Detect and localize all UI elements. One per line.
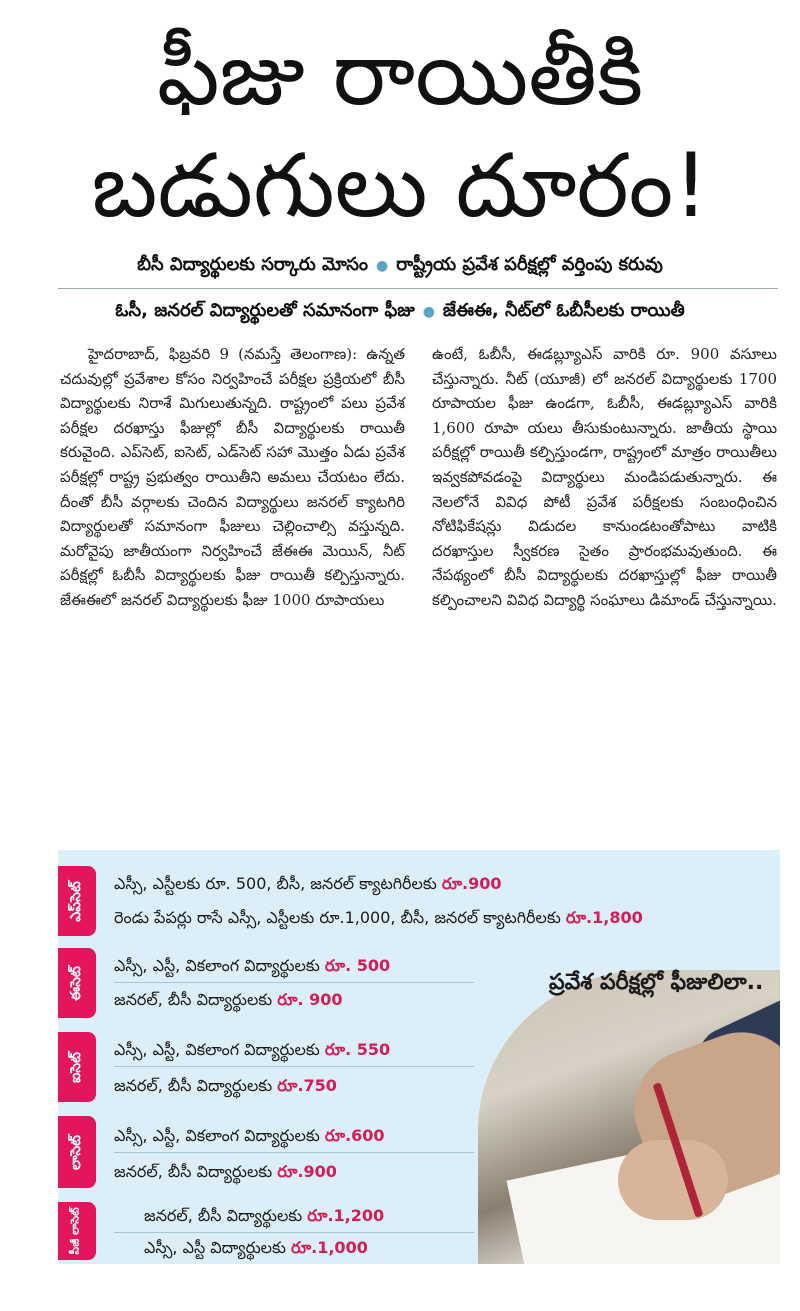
exam-tab: ఎప్‌సెట్ — [58, 866, 96, 936]
subhead-row-2 — [0, 300, 800, 325]
headline-line-2: బడుగులు దూరం! — [91, 134, 709, 237]
bullet-dot-icon: ● — [422, 304, 435, 320]
divider — [58, 288, 778, 289]
fee-callout: ప్రవేశ పరీక్షల్లో ఫీజులిలా.. — [549, 970, 764, 995]
fee-line: జనరల్, బీసీ విద్యార్థులకు రూ.1,200 — [144, 1206, 385, 1225]
exam-tab: ఈసెట్ — [58, 948, 96, 1018]
fee-line: ఎస్సీ, ఎస్టీ, వికలాంగ విద్యార్థులకు రూ. 500 — [114, 956, 391, 975]
fee-line: ఎస్సీ, ఎస్టీ విద్యార్థులకు రూ.1,000 — [144, 1238, 368, 1257]
fee-line: జనరల్, బీసీ విద్యార్థులకు రూ.900 — [114, 1162, 337, 1181]
fee-line: జనరల్, బీసీ విద్యార్థులకు రూ. 900 — [114, 990, 343, 1009]
headline-line-1: ఫీజు రాయితీకి — [156, 22, 644, 125]
article-left-column: హైదరాబాద్, ఫిబ్రవరి 9 (నమస్తే తెలంగాణ): ఉన్నత చదువుల్లో ప్రవేశాల కోసం నిర్వహించే పరీక్షల ప్రక్రియలో బీసీ విద్యార్థులకు నిరాశే మిగులుతున్నది. రాష్ట్రంలో పలు ప్రవేశ పరీక్షల దరఖాస్తు ఫీజుల్లో బీసీ విద్యార్థులకు రాయితీ కరువైంది. ఎప్‌సెట్, ఐసెట్, ఎడ్‌సెట్ సహా మొత్తం ఏడు ప్రవేశ పరీక్షల్లో రాష్ట్ర ప్రభుత్వం రాయితీని అమలు చేయటం లేదు. దీంతో బీసీ వర్గాలకు చెందిన విద్యార్థులు జనరల్ క్యాటగిరి విద్యార్థులతో సమానంగా ఫీజులు చెల్లించాల్సి వస్తున్నది. మరోవైపు జాతీయంగా నిర్వహించే జేఈఈ మెయిన్, నీట్ పరీక్షల్లో ఓబీసీ విద్యార్థులకు ఫీజు రాయితీ కల్పిస్తున్నారు. జేఈఈలో జనరల్ విద్యార్థులకు ఫీజు 1000 రూపాయలు — [60, 345, 405, 609]
fee-line: ఎస్సీ, ఎస్టీలకు రూ. 500, బీసీ, జనరల్ క్యాటగిరీలకు రూ.900 — [114, 874, 502, 893]
fee-line: ఎస్సీ, ఎస్టీ, వికలాంగ విద్యార్థులకు రూ.600 — [114, 1126, 385, 1145]
exam-tab: ఐసెట్ — [58, 1032, 96, 1102]
subhead-2-right: జేఈఈ, నీట్‌లో ఓబీసీలకు రాయితీ — [442, 300, 685, 321]
bullet-dot-icon: ● — [376, 258, 389, 274]
exam-tab: పీజీ లాసెట్ — [58, 1202, 96, 1260]
headline — [0, 18, 800, 242]
fee-line: రెండు పేపర్లు రాసే ఎస్సీ, ఎస్టీలకు రూ.1,000, బీసీ, జనరల్ క్యాటగిరీలకు రూ.1,800 — [114, 908, 643, 927]
article-right-column: ఉంటే, ఓబీసీ, ఈడబ్ల్యూఎస్ వారికి రూ. 900 వసూలు చేస్తున్నారు. నీట్ (యూజీ) లో జనరల్ విద్యార్థులకు 1700 రూపాయల ఫీజు ఉండగా, ఓబీసీ, ఈడబ్ల్యూఎస్ వారికి 1,600 రూపా యలు తీసుకుంటున్నారు. జాతీయ స్థాయి పరీక్షల్లో రాయితీ కల్పిస్తుండగా, రాష్ట్రంలో మాత్రం రాయితీలు ఇవ్వకపోవడంపై విద్యార్థులు మండిపడుతున్నారు. ఈ నెలలోనే వివిధ పోటీ ప్రవేశ పరీక్షలకు సంబంధించిన నోటిఫికేషన్లు విడుదల కానుండటంతోపాటు వాటికి దరఖాస్తుల స్వీకరణ సైతం ప్రారంభమవుతుంది. ఈ నేపథ్యంలో బీసీ విద్యార్థులకు దరఖాస్తుల్లో ఫీజు రాయితీ కల్పించాలని వివిధ విద్యార్థి సంఘాలు డిమాండ్ చేస్తున్నాయి. — [432, 345, 777, 609]
fee-line: జనరల్, బీసీ విద్యార్థులకు రూ.750 — [114, 1076, 337, 1095]
exam-writing-photo — [478, 970, 780, 1264]
fee-line: ఎస్సీ, ఎస్టీ, వికలాంగ విద్యార్థులకు రూ. 550 — [114, 1040, 391, 1059]
subhead-1-left: బీసీ విద్యార్థులకు సర్కారు మోసం — [137, 254, 369, 275]
subhead-row-1 — [0, 254, 800, 279]
exam-tab: లాసెట్ — [58, 1116, 96, 1188]
subhead-2-left: ఓసీ, జనరల్ విద్యార్థులతో సమానంగా ఫీజు — [115, 300, 415, 321]
fee-info-box — [58, 850, 780, 1264]
subhead-1-right: రాష్ట్రీయ ప్రవేశ పరీక్షల్లో వర్తింపు కరువు — [396, 254, 663, 275]
